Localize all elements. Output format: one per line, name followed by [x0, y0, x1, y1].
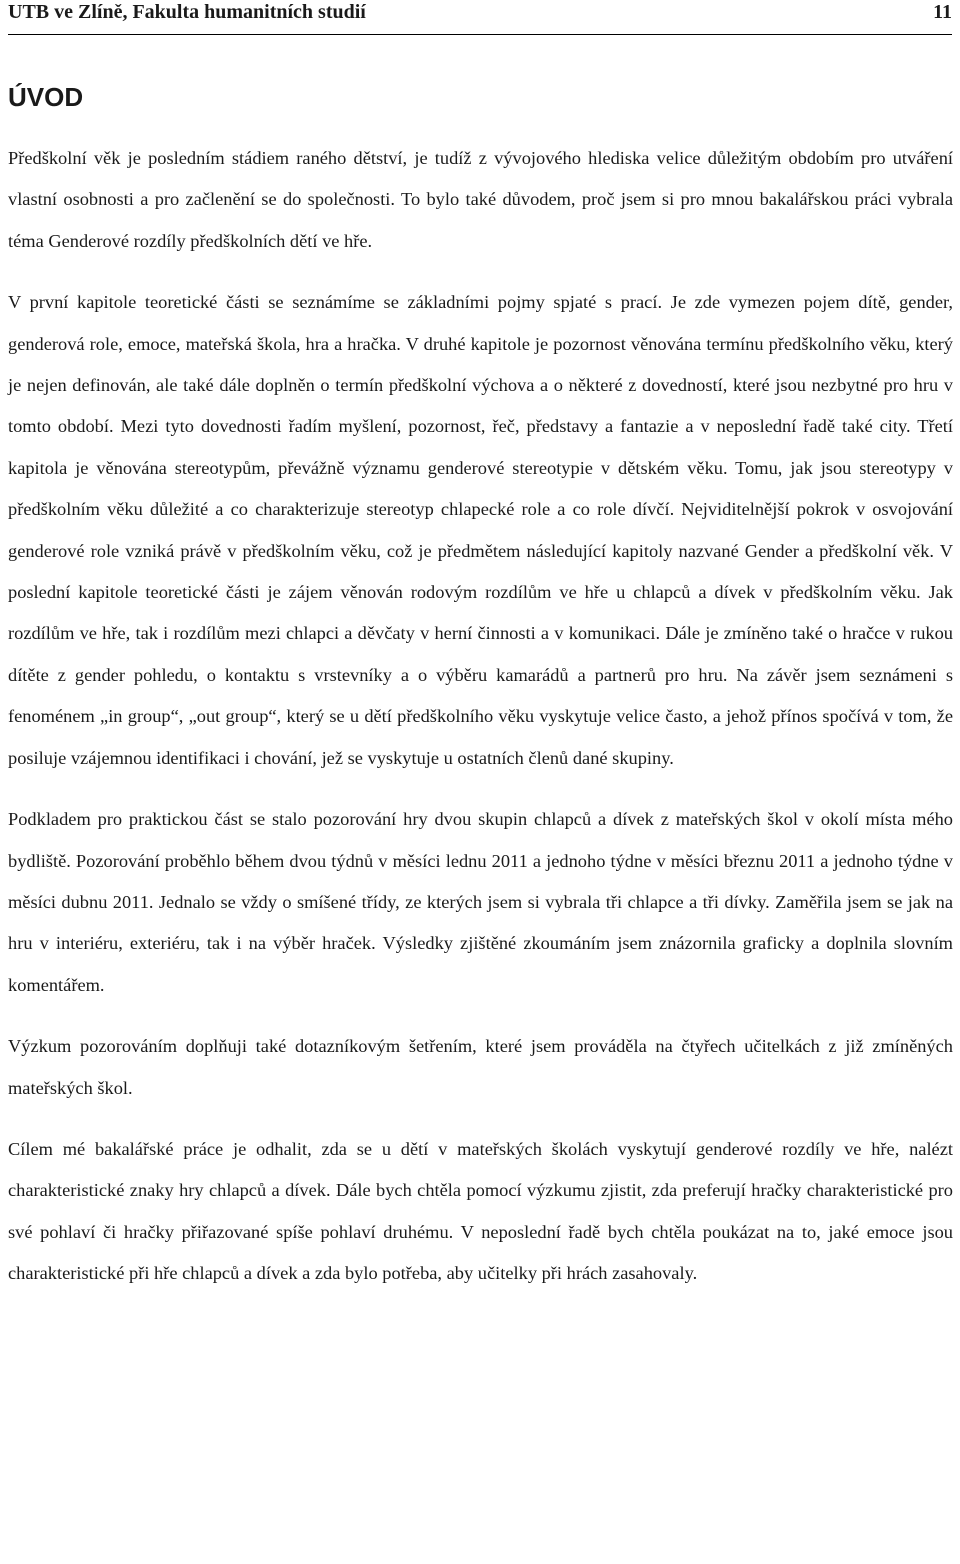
paragraph: Podkladem pro praktickou část se stalo pozorování hry dvou skupin chlapců a dívek z mateřských škol v okolí místa mého bydliště. Pozorování proběhlo během dvou týdnů v měsíci lednu 2011 a jednoho týdne v měsíci březnu 2011 a jednoho týdne v měsíci dubnu 2011. Jednalo se vždy o smíšené třídy, ze kterých jsem si vybrala tři chlapce a tři dívky. Zaměřila jsem se jak na hru v interiéru, exteriéru, tak i na výběr hraček. Výsledky zjištěné zkoumáním jsem znázornila graficky a doplnila slovním komentářem.	[8, 809, 953, 995]
header-title: UTB ve Zlíně, Fakulta humanitních studií	[8, 1, 366, 23]
section-heading: ÚVOD	[8, 82, 84, 112]
paragraph: Předškolní věk je posledním stádiem raného dětství, je tudíž z vývojového hlediska velice důležitým obdobím pro utváření vlastní osobnosti a pro začlenění se do společnosti. To bylo také důvodem, proč jsem si pro mnou bakalářskou práci vybrala téma Genderové rozdíly předškolních dětí ve hře.	[8, 148, 953, 251]
paragraph: Výzkum pozorováním doplňuji také dotazníkovým šetřením, které jsem prováděla na čtyřech učitelkách z již zmíněných mateřských škol.	[8, 1036, 953, 1098]
page-number: 11	[933, 1, 952, 23]
paragraph: V první kapitole teoretické části se seznámíme se základními pojmy spjaté s prací. Je zde vymezen pojem dítě, gender, genderová role, emoce, mateřská škola, hra a hračka. V druhé kapitole je pozornost věnována termínu předškolního věku, který je nejen definován, ale také dále doplněn o termín předškolní výchova a o některé z dovedností, které jsou nezbytné pro hru v tomto období. Mezi tyto dovednosti řadím myšlení, pozornost, řeč, představy a fantazie a v neposlední řadě také city. Třetí kapitola je věnována stereotypům, převážně významu genderové stereotypie v dětském věku. Tomu, jak jsou stereotypy v předškolním věku důležité a co charakterizuje stereotyp chlapecké role a co role dívčí. Nejviditelnější pokrok v osvojování genderové role vzniká právě v předškolním věku, což je předmětem následující kapitoly nazvané Gender a předškolní věk. V poslední kapitole teoretické části je zájem věnován rodovým rozdílům ve hře u chlapců a dívek v předškolním věku. Jak rozdílům ve hře, tak i rozdílům mezi chlapci a děvčaty v herní činnosti a v komunikaci. Dále je zmíněno také o hračce v rukou dítěte z gender pohledu, o kontaktu s vrstevníky a o výběru kamarádů a partnerů pro hru. Na závěr jsem seznámeni s fenoménem „in group“, „out group“, který se u dětí předškolního věku vyskytuje velice často, a jehož přínos spočívá v tom, že posiluje vzájemnou identifikaci i chování, jež se vyskytuje u ostatních členů dané skupiny.	[8, 292, 953, 768]
running-header	[8, 0, 952, 35]
body-text	[8, 138, 953, 1315]
paragraph: Cílem mé bakalářské práce je odhalit, zda se u dětí v mateřských školách vyskytují genderové rozdíly ve hře, nalézt charakteristické znaky hry chlapců a dívek. Dále bych chtěla pomocí výzkumu zjistit, zda preferují hračky charakteristické pro své pohlaví či hračky přiřazované spíše pohlaví druhému. V neposlední řadě bych chtěla poukázat na to, jaké emoce jsou charakteristické při hře chlapců a dívek a zda bylo potřeba, aby učitelky při hrách zasahovaly.	[8, 1138, 953, 1284]
